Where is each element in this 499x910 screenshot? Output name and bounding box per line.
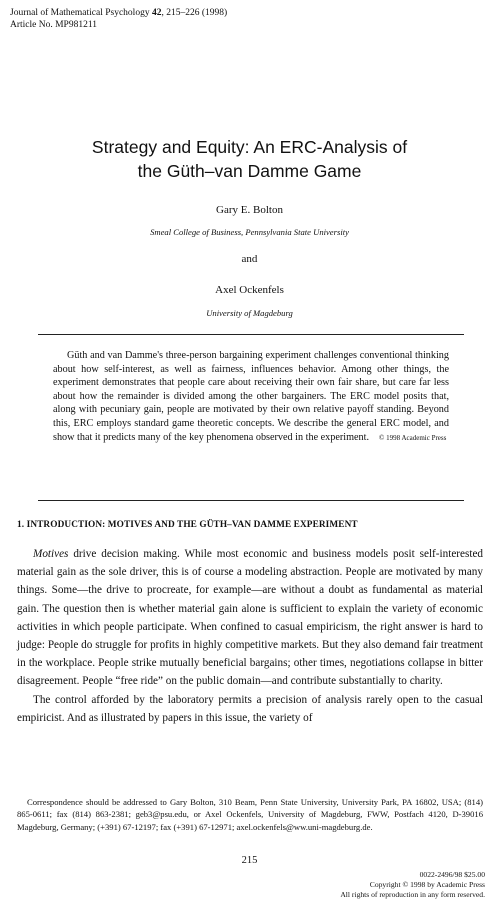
abstract-copyright: © 1998 Academic Press [379,433,447,442]
affiliation-1: Smeal College of Business, Pennsylvania State University [150,227,349,237]
title-line-2: the Güth–van Damme Game [137,161,362,181]
section-heading: 1. INTRODUCTION: MOTIVES AND THE GÜTH–VAN DAMME EXPERIMENT [17,520,358,530]
footnote [17,796,483,833]
affiliation-2: University of Magdeburg [206,308,293,318]
page-number: 215 [241,855,258,866]
issn-price: 0022-2496/98 $25.00 [419,870,485,879]
journal-citation [10,7,227,19]
abstract-text: Güth and van Damme's three-person bargaining experiment challenges conventional thinking about how self-interest, as well as fairness, influences behavior. Among other things, the experiment demonstrates that people care about receiving their own fair share, but care far less about how the remainder is divided among the other bargainers. The ERC model posits that, along with pecuniary gain, people are motivated by their own relative payoff standing. Beyond this, ERC employs standard game theoretic concepts. We describe the general ERC model, and show that it predicts many of the key phenomena observed in the experiment. [53,350,449,443]
journal-volume: 42 [151,8,162,18]
paragraph-2: The control afforded by the laboratory permits a precision of analysis rarely open to the casual empiricist. And as illustrated by papers in this issue, the variety of [17,693,483,724]
body-text [17,545,483,727]
abstract-top-rule [38,334,464,335]
abstract-bottom-rule [38,500,464,501]
journal-name: Journal of Mathematical Psychology [10,8,150,18]
journal-header [10,7,227,31]
journal-pages: , 215–226 (1998) [161,8,228,18]
author-conjunction: and [241,253,258,265]
article-number: Article No. MP981211 [10,20,97,30]
author-2: Axel Ockenfels [215,284,284,296]
correspondence-note: Correspondence should be addressed to Gary Bolton, 310 Beam, Penn State University, University Park, PA 16802, USA; (814) 865-0611; fax (814) 863-2381; geb3@psu.edu, or Axel Ockenfels, University of Magdeburg, FWW, Postfach 4120, D-39016 Magdeburg, Germany; (+391) 67-12197; fax (+391) 67-12971; axel.ockenfels@ww.uni-magdeburg.de. [17,797,483,832]
abstract [53,349,449,445]
title-line-1: Strategy and Equity: An ERC-Analysis of [91,137,408,157]
footer-rights: All rights of reproduction in any form reserved. [340,890,485,899]
author-1: Gary E. Bolton [216,204,283,216]
footer-copyright: Copyright © 1998 by Academic Press [369,880,485,889]
paragraph-1 [17,545,483,691]
imprint [340,870,485,900]
paragraph-1-text: drive decision making. While most economic and business models posit self-interested material gain as the sole driver, this is of course a modeling abstraction. People are motivated by many things. Some—the drive to procreate, for example—are without a doubt as fundamental as material gain. The question then is whether material gain alone is sufficient to explain the variety of economic activities in which people participate. When confined to casual empiricism, the right answer is hard to judge: People do struggle for profits in highly competitive markets. But they also demand fair treatment in the workplace. People strike mutually beneficial bargains; other times, negotiations collapse in bitter disagreement. People “free ride” on the public domain—and contribute substantially to charity. [17,548,483,688]
paper-title [0,135,499,183]
paragraph-1-lead: Motives [33,548,69,560]
